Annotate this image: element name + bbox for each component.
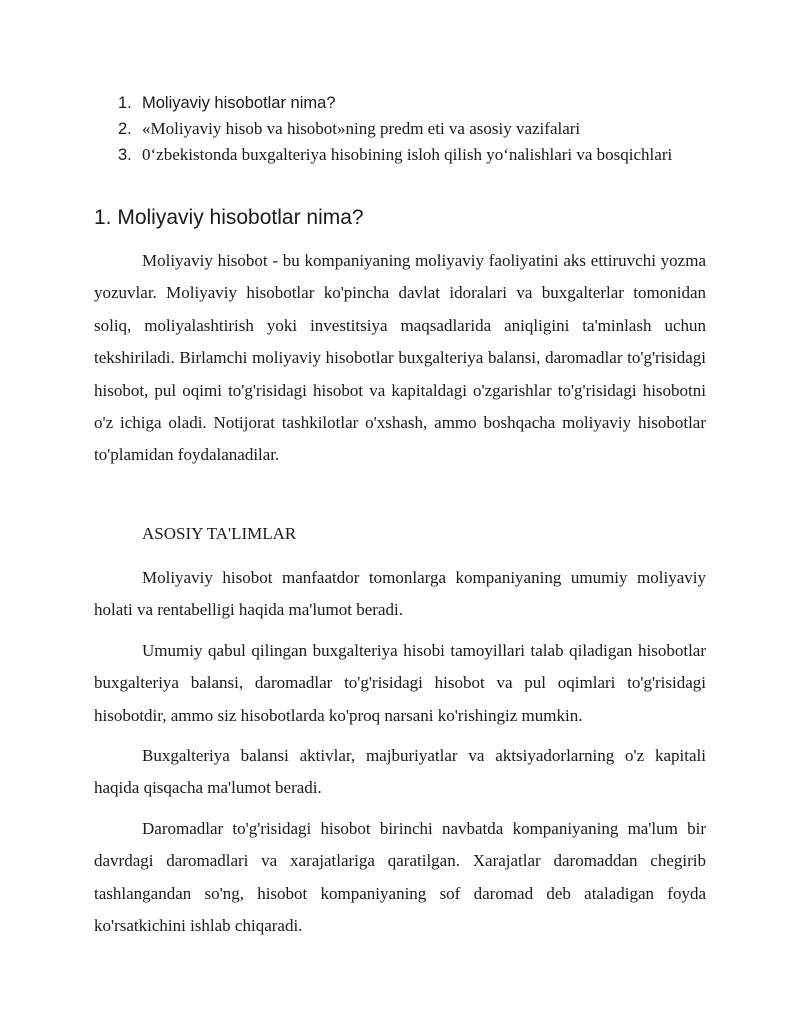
toc-item-number: 2.: [118, 120, 132, 138]
subheading: ASOSIY TA'LIMLAR: [142, 524, 297, 543]
paragraph: Daromadlar to'g'risidagi hisobot birinchi navbatda kompaniyaning ma'lum bir davrdagi daromadlari va xarajatlariga qaratilgan. Xarajatlar daromaddan chegirib tashlangandan so'ng, hisobot kompaniyaning sof daromad deb ataladigan foyda ko'rsatkichini ishlab chiqaradi.: [94, 819, 706, 936]
toc-item-text: 0‘zbekistonda buxgalteriya hisobining isloh qilish yo‘nalishlari va bosqichlari: [142, 145, 673, 164]
toc-item-text: Moliyaviy hisobotlar nima?: [142, 94, 336, 112]
toc-item-number: 3.: [118, 146, 132, 164]
toc-item: [118, 142, 672, 168]
section-heading: 1. Moliyaviy hisobotlar nima?: [94, 206, 364, 229]
intro-paragraph: Moliyaviy hisobot - bu kompaniyaning moliyaviy faoliyatini aks ettiruvchi yozma yozuvlar. Moliyaviy hisobotlar ko'pincha davlat idoralari va buxgalterlar tomonidan soliq, moliyalashtirish yoki investitsiya maqsadlarida aniqligini ta'minlash uchun tekshiriladi. Birlamchi moliyaviy hisobotlar buxgalteriya balansi, daromadlar to'g'risidagi hisobot, pul oqimi to'g'risidagi hisobot va kapitaldagi o'zgarishlar to'g'risidagi hisobotni o'z ichiga oladi. Notijorat tashkilotlar o'xshash, ammo boshqacha moliyaviy hisobotlar to'plamidan foydalanadilar.: [94, 251, 706, 465]
toc-item-number: 1.: [118, 94, 132, 112]
toc-item: [118, 90, 672, 116]
paragraph: Umumiy qabul qilingan buxgalteriya hisobi tamoyillari talab qiladigan hisobotlar buxgalteriya balansi, daromadlar to'g'risidagi hisobot va pul oqimlari to'g'risidagi hisobotdir, ammo siz hisobotlarda ko'proq narsani ko'rishingiz mumkin.: [94, 641, 706, 725]
toc-item-text: «Moliyaviy hisob va hisobot»ning predm eti va asosiy vazifalari: [142, 119, 581, 138]
toc-item: [118, 116, 672, 142]
paragraph: Moliyaviy hisobot manfaatdor tomonlarga kompaniyaning umumiy moliyaviy holati va rentabelligi haqida ma'lumot beradi.: [94, 568, 706, 620]
paragraph: Buxgalteriya balansi aktivlar, majburiyatlar va aktsiyadorlarning o'z kapitali haqida qisqacha ma'lumot beradi.: [94, 746, 706, 798]
table-of-contents: [118, 90, 672, 168]
